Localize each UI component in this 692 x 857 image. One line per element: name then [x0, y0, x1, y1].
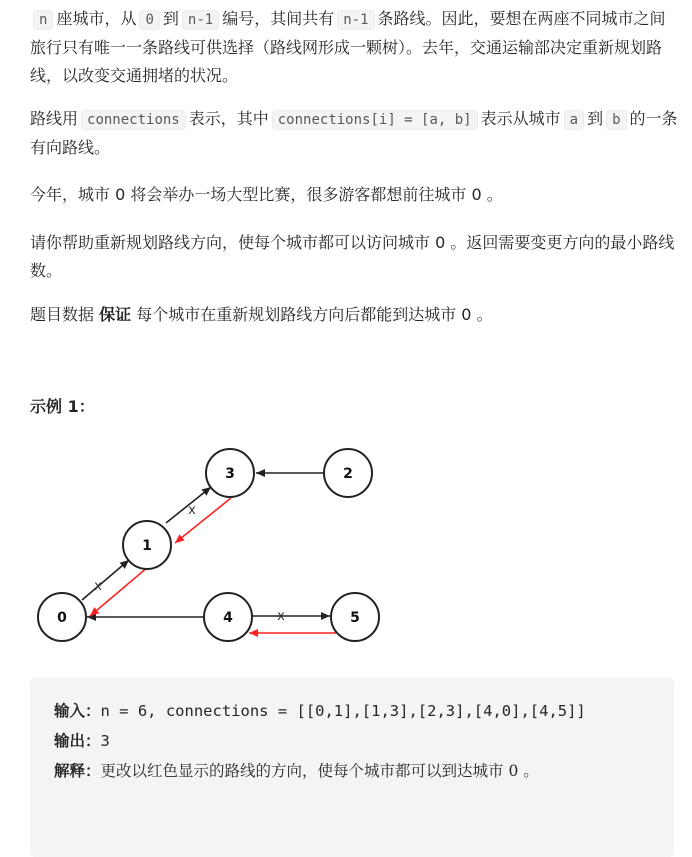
paragraph-connections — [30, 105, 680, 162]
node-4 — [204, 593, 252, 641]
text: 题目数据 — [30, 305, 95, 324]
example-graph — [30, 430, 400, 650]
inline-code-expression: connections[i] = [a, b] — [272, 110, 478, 130]
inline-code-n-minus-1: n-1 — [182, 10, 219, 30]
node-label: 5 — [350, 610, 360, 626]
inline-code-n-minus-1: n-1 — [337, 10, 374, 30]
node-label: 3 — [225, 466, 235, 482]
text: 的一条有向路线。 — [30, 109, 678, 157]
edge-0-to-1 — [82, 560, 129, 600]
node-label: 4 — [223, 610, 233, 626]
paragraph-task: 请你帮助重新规划路线方向，使每个城市都可以访问城市 0 。返回需要变更方向的最小路线数。 — [30, 233, 675, 280]
explain-value: 更改以红色显示的路线的方向，使每个城市都可以到达城市 0 。 — [100, 762, 539, 780]
text: 到 — [162, 9, 179, 28]
example-code-block — [30, 678, 674, 857]
node-0 — [38, 593, 86, 641]
node-1 — [123, 521, 171, 569]
node-label: 0 — [57, 610, 67, 626]
input-value: n = 6, connections = [[0,1],[1,3],[2,3],[4,0],[4,5]] — [100, 702, 586, 720]
text: 编号，其间共有 — [222, 9, 335, 28]
text: 表示，其中 — [188, 109, 269, 128]
guarantee-emphasis: 保证 — [99, 305, 132, 324]
text: 表示从城市 — [480, 109, 561, 128]
text: 条路线。因此，要想在两座不同城市之间旅行只有唯一一条路线可供选择（路线网形成一颗树）。去年，交通运输部决定重新规划路线，以改变交通拥堵的状况。 — [30, 9, 666, 85]
output-value: 3 — [100, 732, 110, 750]
input-label: 输入： — [54, 701, 101, 720]
inline-code-n: n — [33, 10, 53, 30]
explain-label: 解释： — [54, 761, 101, 780]
paragraph-competition: 今年，城市 0 将会举办一场大型比赛，很多游客都想前往城市 0 。 — [30, 185, 503, 204]
node-label: 1 — [142, 538, 152, 554]
cross-mark: x — [94, 579, 102, 594]
node-label: 2 — [343, 466, 353, 482]
cross-mark: x — [277, 609, 285, 624]
output-label: 输出： — [54, 731, 101, 750]
text: 到 — [587, 109, 604, 128]
paragraph-intro — [30, 5, 680, 90]
reversed-edge-3-to-1 — [175, 498, 231, 543]
text: 路线用 — [30, 109, 79, 128]
inline-code-b: b — [606, 110, 626, 130]
node-3 — [206, 449, 254, 497]
paragraph-guarantee — [30, 301, 493, 329]
inline-code-a: a — [564, 110, 584, 130]
cross-mark: x — [188, 503, 196, 518]
text: 每个城市在重新规划路线方向后都能到达城市 0 。 — [136, 305, 493, 324]
explain-line — [54, 756, 650, 786]
example-title: 示例 1： — [30, 397, 95, 416]
inline-code-connections: connections — [81, 110, 186, 130]
input-line — [54, 696, 650, 726]
output-line — [54, 726, 650, 756]
node-2 — [324, 449, 372, 497]
text: 座城市，从 — [56, 9, 137, 28]
inline-code-zero: 0 — [139, 10, 159, 30]
node-5 — [331, 593, 379, 641]
